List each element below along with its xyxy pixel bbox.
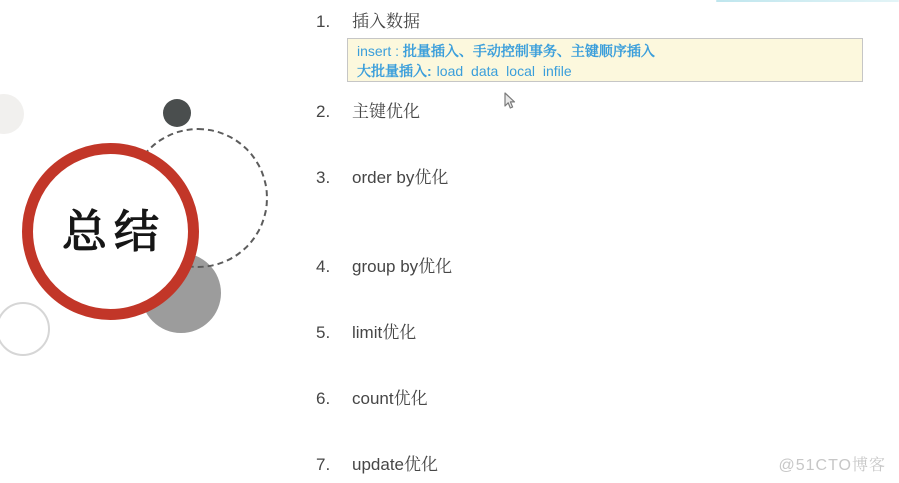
list-item bbox=[316, 454, 438, 476]
summary-badge bbox=[22, 143, 199, 320]
list-item-label: limit优化 bbox=[352, 323, 417, 342]
insert-note-box bbox=[347, 38, 863, 82]
list-item bbox=[316, 101, 420, 123]
list-item bbox=[316, 388, 428, 410]
list-item-label: count优化 bbox=[352, 389, 428, 408]
list-item-number: 1. bbox=[316, 12, 331, 31]
faint-circle-shape bbox=[0, 94, 24, 134]
summary-badge-label: 总结 bbox=[61, 206, 166, 257]
list-item-label: group by优化 bbox=[352, 257, 453, 276]
list-item-label: 插入数据 bbox=[352, 12, 420, 31]
list-item-number: 7. bbox=[316, 455, 331, 474]
list-item-label: order by优化 bbox=[352, 168, 449, 187]
note-line1-emphasis: 批量插入、手动控制事务、主键顺序插入 bbox=[402, 43, 655, 59]
note-line1-prefix: insert : bbox=[357, 43, 403, 59]
decorative-top-line bbox=[716, 0, 899, 2]
note-line-2 bbox=[357, 61, 853, 81]
note-line-1 bbox=[357, 41, 853, 61]
watermark-label: @51CTO博客 bbox=[778, 457, 886, 474]
outline-circle-shape bbox=[0, 302, 50, 356]
list-item-number: 4. bbox=[316, 257, 331, 276]
list-item-number: 3. bbox=[316, 168, 331, 187]
list-item bbox=[316, 167, 448, 189]
list-item bbox=[316, 322, 416, 344]
list-item bbox=[316, 11, 420, 33]
note-line2-text: load data local infile bbox=[436, 63, 572, 79]
list-item-number: 6. bbox=[316, 389, 331, 408]
mouse-cursor-icon bbox=[503, 92, 516, 110]
list-item-label: 主键优化 bbox=[352, 102, 420, 121]
list-item-number: 2. bbox=[316, 102, 331, 121]
list-item bbox=[316, 256, 452, 278]
list-item-label: update优化 bbox=[352, 455, 438, 474]
list-item-number: 5. bbox=[316, 323, 331, 342]
dark-circle-shape bbox=[163, 99, 191, 127]
note-line2-emphasis: 大批量插入: bbox=[357, 63, 432, 79]
